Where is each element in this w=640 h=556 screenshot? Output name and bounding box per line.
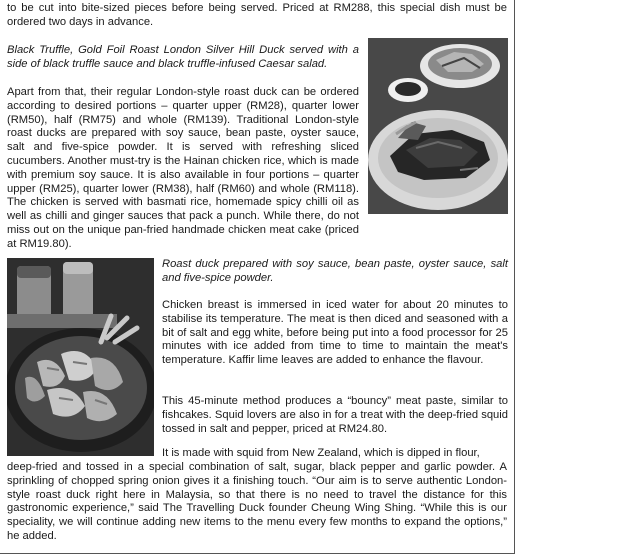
squid-paragraph: deep-fried and tossed in a special combination of salt, sugar, black pepper and garlic powder. A sprinkling of chopped spring onion gives it a finishing touch. “Our aim is to serve authentic London-style roast duck right here in Malaysia, so that there is no need to travel the distance for this gastronomic experience,” said The Travelling Duck founder Cheung Wing Shing. “While this is our speciality, we will continue adding new items to the menu every few months to expand the options,” he added. (7, 461, 507, 542)
duck-truffle-caption: Black Truffle, Gold Foil Roast London Silver Hill Duck served with a side of black truffle sauce and black truffle-infused Caesar salad. (7, 44, 359, 70)
squid-paragraph-first-line: It is made with squid from New Zealand, which is dipped in flour, (162, 447, 480, 459)
roast-duck-paragraph: Apart from that, their regular London-style roast duck can be ordered according to desired portions – quarter upper (RM28), quarter lower (RM50), half (RM75) and whole (RM139). Traditional London-style roast ducks are prepared with soy sauce, bean paste, oyster sauce, salt and five-spice powder. It is served with refreshing sliced cucumbers. Another must-try is the Hainan chicken rice, which is made with premium soy sauce. It is also available in four portions – quarter upper (RM25), quarter lower (RM38), half (RM60) and whole (RM118). The chicken is served with basmati rice, homemade spicy chilli oil as well as chilli and ginger sauces that pack a punch. While there, do not miss out on the unique pan-fried handmade chicken meat cake (priced at RM19.80). (7, 86, 359, 250)
roast-duck-photo (368, 38, 508, 214)
chicken-breast-paragraph: Chicken breast is immersed in iced water for about 20 minutes to stabilise its temperature. The meat is then diced and seasoned with a bit of salt and egg white, before being put into a food processor for 25 minutes with ice added from time to time to maintain the meat's temperature. Kaffir lime leaves are added to enhance the flavour. (162, 299, 508, 367)
intro-paragraph: to be cut into bite-sized pieces before being served. Priced at RM288, this special dish must be ordered two days in advance. (7, 2, 507, 28)
method-paragraph: This 45-minute method produces a “bouncy” meat paste, similar to fishcakes. Squid lovers are also in for a treat with the deep-fried squid tossed in salt and pepper, priced at RM24.80. (162, 395, 508, 435)
roast-duck-caption: Roast duck prepared with soy sauce, bean paste, oyster sauce, salt and five-spice powder. (162, 258, 508, 284)
fried-squid-photo (7, 258, 154, 456)
